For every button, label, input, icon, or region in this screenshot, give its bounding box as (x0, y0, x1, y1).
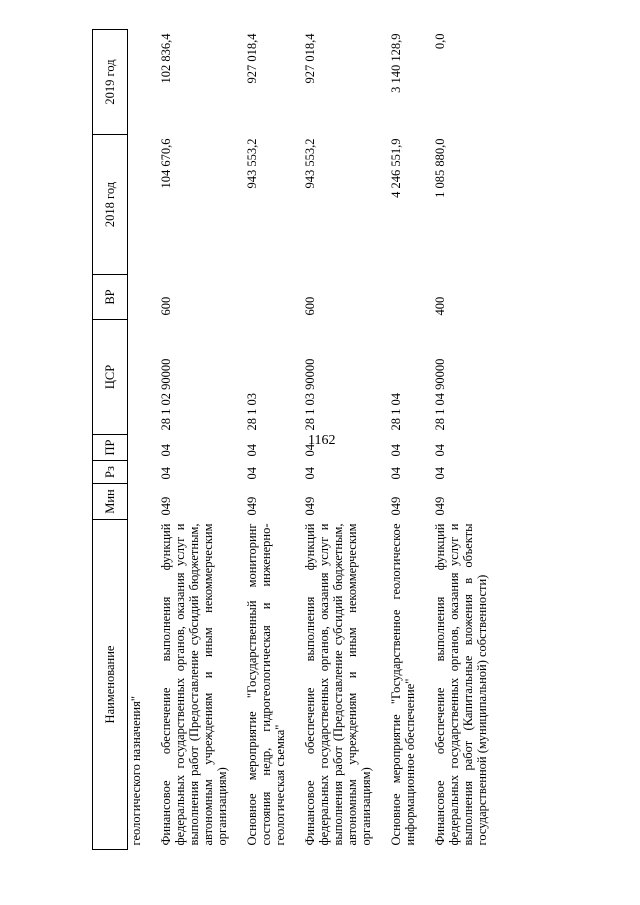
row-pr: 04 (159, 444, 173, 457)
row-min: 049 (303, 496, 317, 516)
row-min: 049 (159, 496, 173, 516)
row-csr: 28 1 03 (245, 393, 259, 431)
header-name: Наименование (93, 520, 128, 850)
table-row (388, 30, 418, 850)
row-name: Финансовое обеспечение выполнения функций федеральных государственных органов, оказания услуг и выполнения работ (Предоставление субсидий бюджетным, автономным учреждениям и иным некоммерческим организациям) (303, 523, 373, 846)
row-rz: 04 (433, 467, 447, 480)
row-csr: 28 1 03 90000 (303, 358, 317, 431)
row-rz: 04 (159, 467, 173, 480)
row-vr (244, 275, 288, 320)
row-2019 (128, 30, 145, 135)
row-min: 049 (433, 496, 447, 516)
row-2019: 927 018,4 (245, 33, 259, 84)
row-2018: 4 246 551,9 (389, 138, 403, 198)
row-vr: 600 (159, 296, 173, 316)
row-pr: 04 (245, 444, 259, 457)
table-row (432, 30, 490, 850)
row-2019: 0,0 (433, 33, 447, 50)
header-2018: 2018 год (93, 135, 128, 275)
row-name: Основное мероприятие "Государственный мониторинг состояния недр, гидрогеологическая и инженерно-геологическая съемка" (245, 523, 287, 846)
row-vr: 600 (303, 296, 317, 316)
row-name: геологического назначения" (129, 696, 143, 846)
header-vr: ВР (93, 275, 128, 320)
table-row (302, 30, 374, 850)
row-csr: 28 1 02 90000 (159, 358, 173, 431)
row-csr: 28 1 04 (389, 393, 403, 431)
row-name: Основное мероприятие "Государственное геологическое информационное обеспечение" (389, 523, 417, 846)
row-2019: 927 018,4 (303, 33, 317, 84)
row-name: Финансовое обеспечение выполнения функций федеральных государственных органов, оказания услуг и выполнения работ (Предоставление субсидий бюджетным, автономным учреждениям и иным некоммерческим организациям) (159, 523, 229, 846)
row-vr: 400 (433, 296, 447, 316)
header-min: Мин (93, 484, 128, 520)
budget-table-container (92, 30, 627, 850)
row-name: Финансовое обеспечение выполнения функций федеральных государственных органов, оказания услуг и выполнения работ (Капитальные вложения в объекты государственной (муниципальной) собственности) (433, 523, 489, 846)
row-rz: 04 (245, 467, 259, 480)
row-csr (128, 320, 145, 435)
header-2019: 2019 год (93, 30, 128, 135)
table-row (158, 30, 230, 850)
row-min (128, 484, 145, 520)
table-row (244, 30, 288, 850)
row-min: 049 (245, 496, 259, 516)
row-pr (128, 435, 145, 461)
page-number: 1162 (308, 433, 336, 448)
row-2019: 3 140 128,9 (389, 33, 403, 93)
row-min: 049 (389, 496, 403, 516)
row-2018 (128, 135, 145, 275)
row-vr (128, 275, 145, 320)
row-vr (388, 275, 418, 320)
row-pr: 04 (389, 444, 403, 457)
row-rz: 04 (303, 467, 317, 480)
header-csr: ЦСР (93, 320, 128, 435)
row-rz (128, 461, 145, 484)
row-2019: 102 836,4 (159, 33, 173, 84)
row-pr: 04 (433, 444, 447, 457)
row-2018: 1 085 880,0 (433, 138, 447, 198)
row-pr: 04 (303, 444, 317, 457)
header-rz: Рз (93, 461, 128, 484)
row-2018: 943 553,2 (245, 138, 259, 189)
table-header-row (93, 30, 128, 850)
row-csr: 28 1 04 90000 (433, 358, 447, 431)
header-pr: ПР (93, 435, 128, 461)
row-2018: 104 670,6 (159, 138, 173, 189)
budget-table (92, 29, 490, 850)
row-rz: 04 (389, 467, 403, 480)
table-row (128, 30, 145, 850)
row-2018: 943 553,2 (303, 138, 317, 189)
